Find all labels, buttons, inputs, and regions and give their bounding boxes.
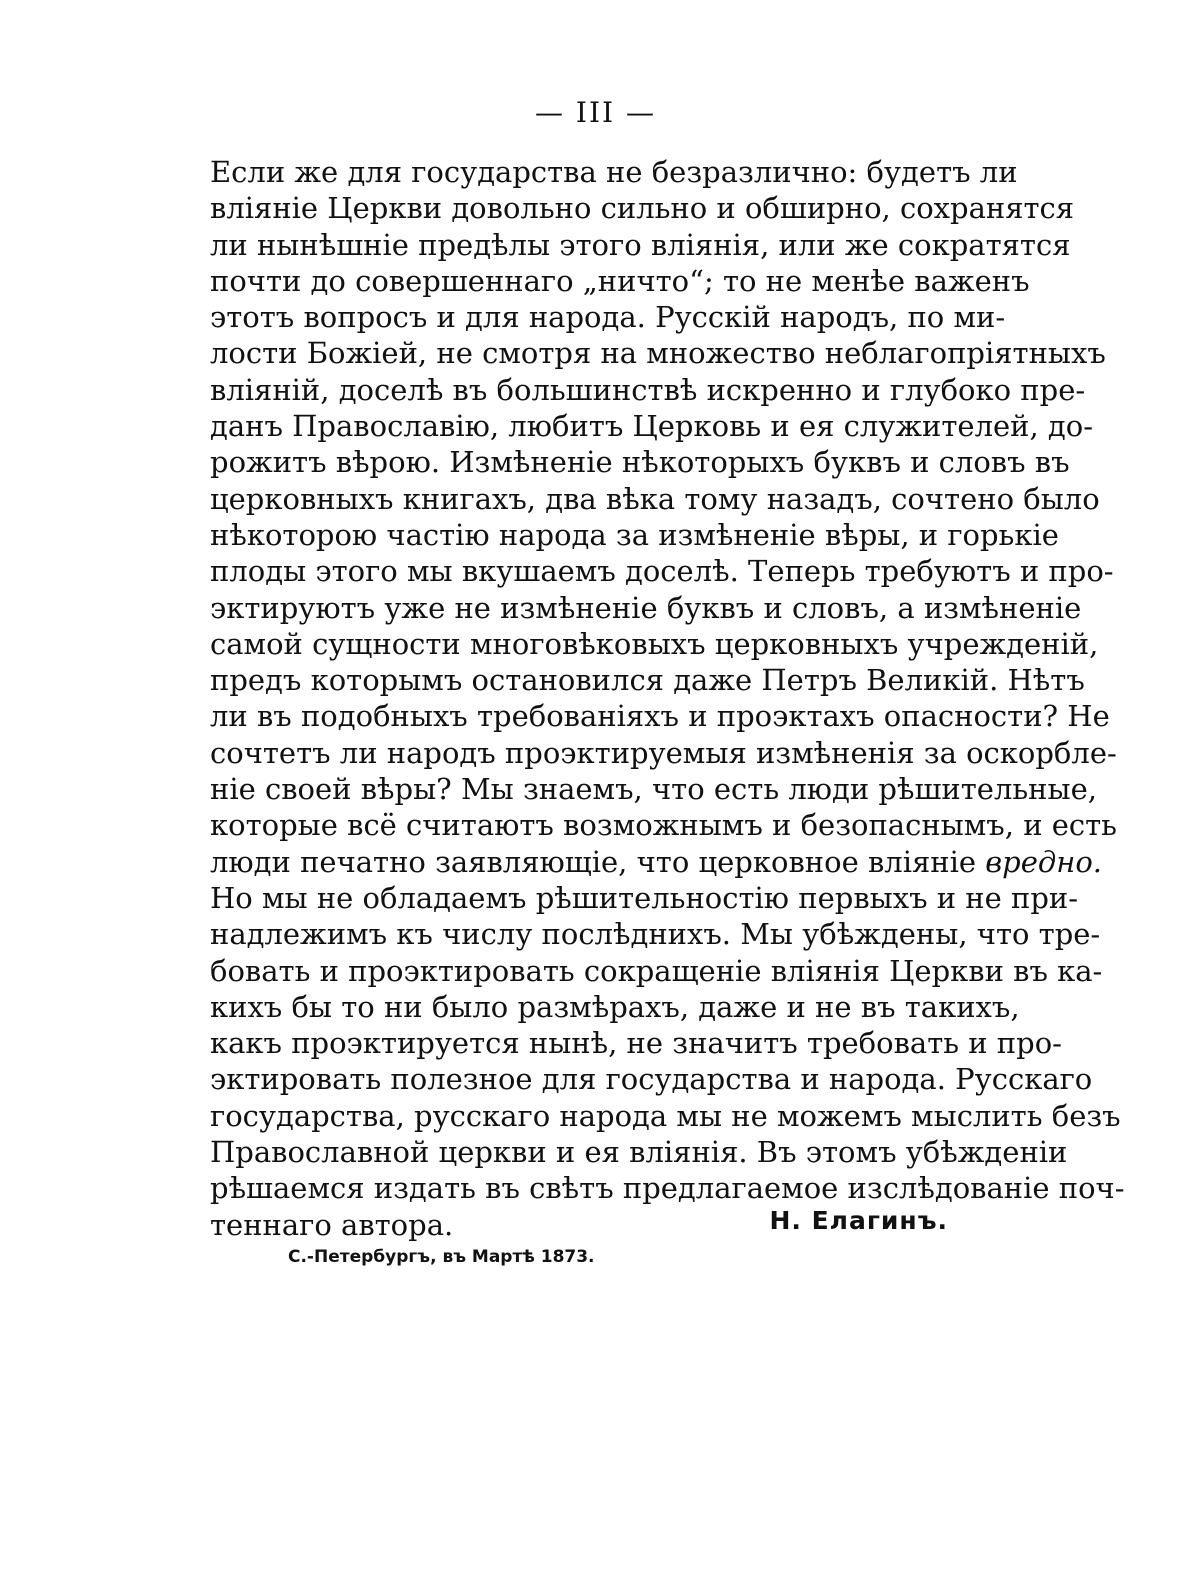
text-line: бовать и проэктировать сокращеніе вліянія Церкви въ ка- bbox=[210, 953, 1103, 988]
text-line-part: люди печатно заявляющіе, что церковное вліяніе bbox=[210, 844, 977, 879]
text-line: лости Божіей, не смотря на множество неблагопріятныхъ bbox=[210, 336, 1106, 371]
text-line: Но мы не обладаемъ рѣшительностію первыхъ и не при- bbox=[210, 880, 1079, 915]
place-date: С.-Петербургъ, въ Мартѣ 1873. bbox=[288, 1247, 595, 1267]
text-line: ніе своей вѣры? Мы знаемъ, что есть люди рѣшительные, bbox=[210, 772, 1097, 807]
text-line: почти до совершеннаго „ничто“; то не менѣе важенъ bbox=[210, 263, 1030, 298]
text-line: ли нынѣшніе предѣлы этого вліянія, или же сократятся bbox=[210, 227, 1071, 262]
text-line: Если же для государства не безразлично: будетъ ли bbox=[210, 155, 1018, 189]
text-line: рѣшаемся издать въ свѣтъ предлагаемое изслѣдованіе поч- bbox=[210, 1171, 1125, 1206]
text-line: какъ проэктируется нынѣ, не значитъ требовать и про- bbox=[210, 1026, 1062, 1061]
text-line: данъ Православію, любитъ Церковь и ея служителей, до- bbox=[210, 409, 1094, 444]
italic-word: вредно. bbox=[985, 844, 1103, 879]
text-line: вліяній, доселѣ въ большинствѣ искренно и глубоко пре- bbox=[210, 372, 1086, 407]
text-line: рожитъ вѣрою. Измѣненіе нѣкоторыхъ буквъ и словъ въ bbox=[210, 445, 1070, 480]
text-line: нѣкоторою частію народа за измѣненіе вѣры, и горькіе bbox=[210, 517, 1059, 552]
text-line: ли въ подобныхъ требованіяхъ и проэктахъ опасности? Не bbox=[210, 699, 1110, 734]
page-number: — III — bbox=[535, 96, 656, 129]
text-line: предъ которымъ остановился даже Петръ Великій. Нѣтъ bbox=[210, 663, 1085, 698]
text-line-with-italic bbox=[210, 844, 1103, 880]
text-line: теннаго автора. bbox=[210, 1207, 454, 1242]
text-line: сочтетъ ли народъ проэктируемыя измѣненія за оскорбле- bbox=[210, 735, 1117, 770]
text-line: плоды этого мы вкушаемъ доселѣ. Теперь требуютъ и про- bbox=[210, 554, 1114, 589]
text-line: государства, русскаго народа мы не можемъ мыслить безъ bbox=[210, 1098, 1121, 1133]
text-line: эктируютъ уже не измѣненіе буквъ и словъ, а измѣненіе bbox=[210, 590, 1082, 625]
text-line: надлежимъ къ числу послѣднихъ. Мы убѣждены, что тре- bbox=[210, 917, 1101, 952]
text-line: этотъ вопросъ и для народа. Русскій народъ, по ми- bbox=[210, 300, 1006, 335]
text-line: которые всё считаютъ возможнымъ и безопаснымъ, и есть bbox=[210, 808, 1117, 843]
text-line: Православной церкви и ея вліянія. Въ этомъ убѣжденіи bbox=[210, 1135, 1068, 1170]
body-text bbox=[210, 154, 1125, 1243]
text-line: эктировать полезное для государства и народа. Русскаго bbox=[210, 1062, 1093, 1097]
text-line: кихъ бы то ни было размѣрахъ, даже и не въ такихъ, bbox=[210, 989, 1020, 1024]
text-line: самой сущности многовѣковыхъ церковныхъ учрежденій, bbox=[210, 626, 1099, 661]
text-line: вліяніе Церкви довольно сильно и обширно, сохранятся bbox=[210, 191, 1075, 226]
text-line: церковныхъ книгахъ, два вѣка тому назадъ, сочтено было bbox=[210, 481, 1100, 516]
author-signature: Н. Елагинъ. bbox=[769, 1206, 948, 1235]
